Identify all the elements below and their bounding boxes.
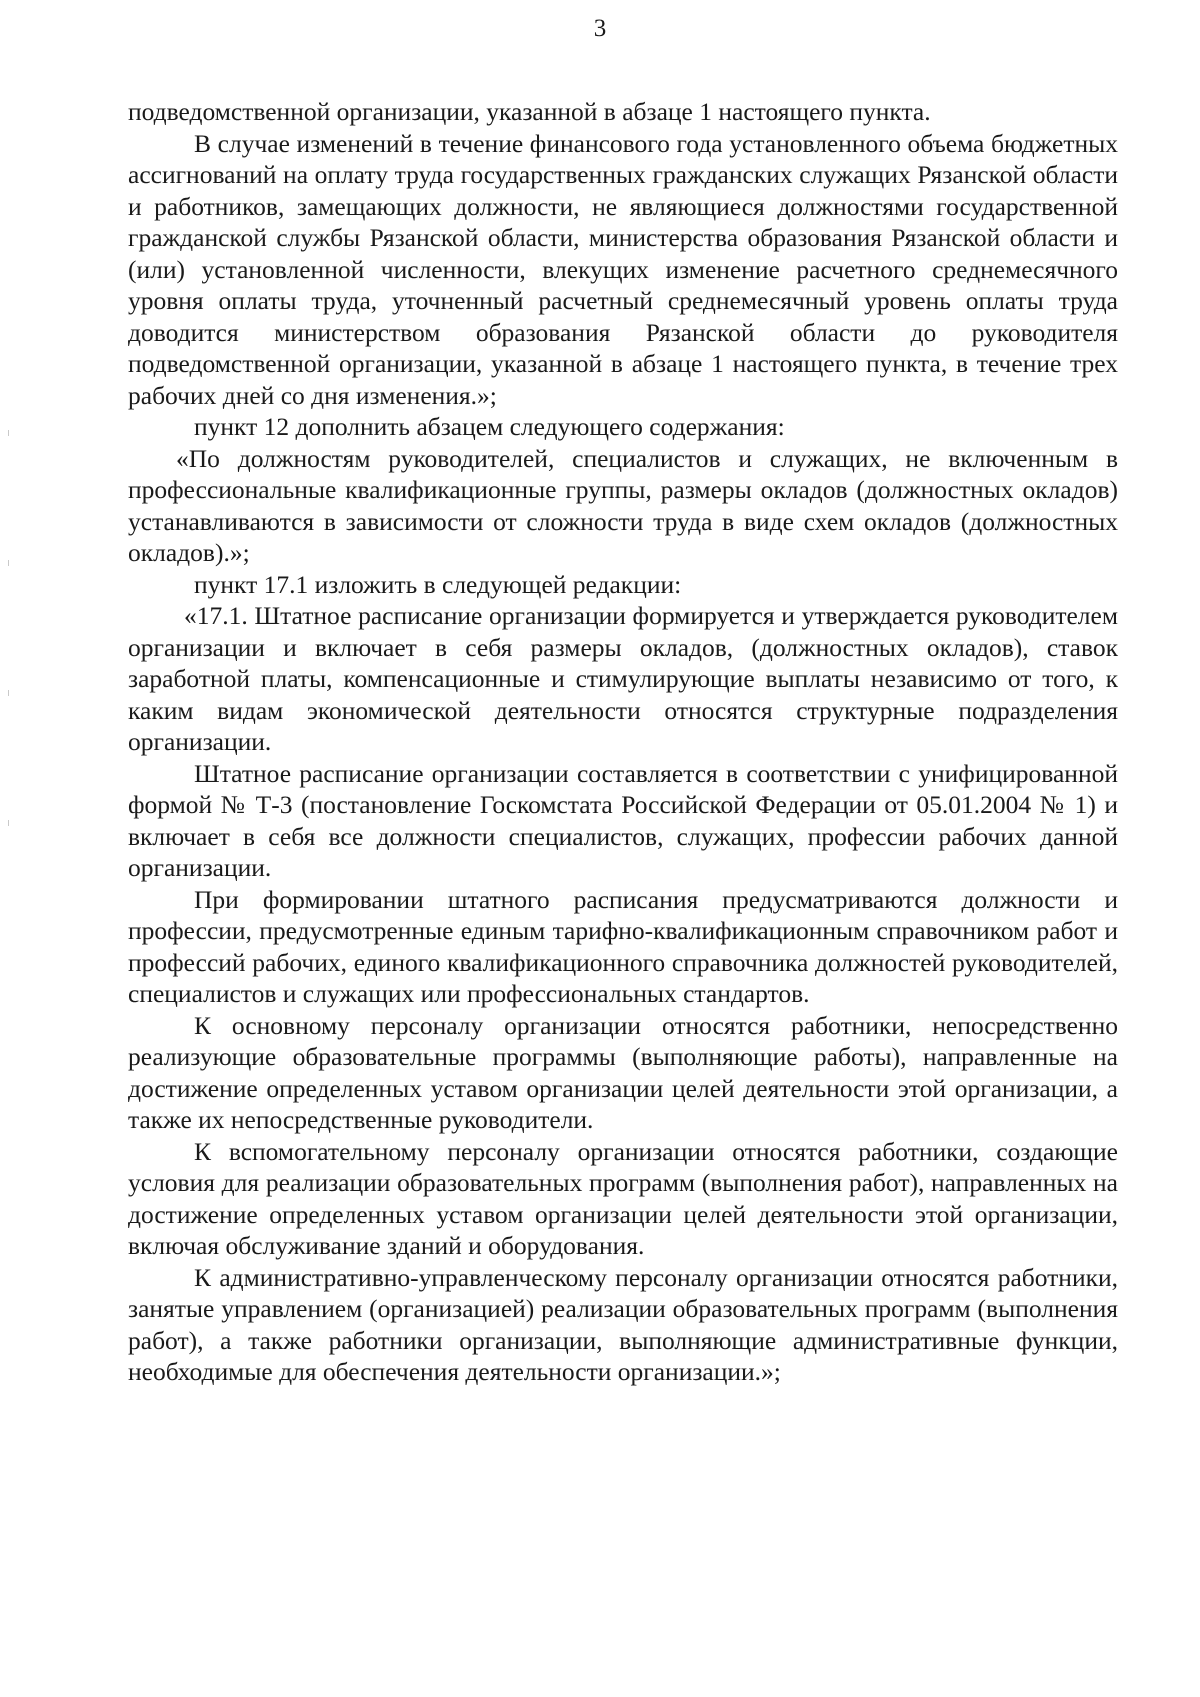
paragraph-main-staff: К основному персоналу организации относятся работники, непосредственно реализующие образовательные программы (выполняющие работы), направленные на достижение определенных уставом организации целей деятельности этой организации, а также их непосредственные руководители. bbox=[128, 1010, 1118, 1134]
paragraph-support-staff: К вспомогательному персоналу организации относятся работники, создающие условия для реализации образовательных программ (выполнения работ), направленных на достижение определенных уставом организации целей деятельности этой организации, включая обслуживание зданий и оборудования. bbox=[128, 1136, 1118, 1260]
scan-margin-mark bbox=[8, 820, 9, 826]
paragraph-item-17-1-text: «17.1. Штатное расписание организации формируется и утверждается руководителем организации и включает в себя размеры окладов, (должностных окладов), ставок заработной платы, компенсационные и стимулирующие выплаты независимо от того, к каким видам экономической деятельности относятся структурные подразделения организации. bbox=[128, 601, 1118, 756]
document-body bbox=[128, 96, 1118, 1388]
paragraph-item-12-text: «По должностям руководителей, специалистов и служащих, не включенным в профессиональные квалификационные группы, размеры окладов (должностных окладов) устанавливаются в зависимости от сложности труда в виде схем окладов (должностных окладов).»; bbox=[128, 443, 1118, 567]
scan-margin-mark bbox=[8, 430, 9, 436]
paragraph-item-17-1-intro: пункт 17.1 изложить в следующей редакции: bbox=[194, 569, 682, 599]
scan-margin-mark bbox=[8, 560, 9, 566]
page-number: 3 bbox=[593, 15, 607, 42]
paragraph-item-12-intro: пункт 12 дополнить абзацем следующего содержания: bbox=[194, 412, 785, 441]
paragraph-staff-positions: При формировании штатного расписания предусматриваются должности и профессии, предусмотренные единым тарифно-квалификационным справочником работ и профессий рабочих, единого квалификационного справочника должностей руководителей, специалистов и служащих или профессиональных стандартов. bbox=[128, 884, 1118, 1008]
scan-margin-mark bbox=[8, 690, 9, 696]
paragraph-admin-staff: К административно-управленческому персоналу организации относятся работники, занятые управлением (организацией) реализации образовательных программ (выполнения работ), а также работники организации, выполняющие административные функции, необходимые для обеспечения деятельности организации.»; bbox=[128, 1262, 1118, 1386]
paragraph-continuation: подведомственной организации, указанной в абзаце 1 настоящего пункта. bbox=[128, 97, 931, 126]
paragraph-staff-schedule: Штатное расписание организации составляется в соответствии с унифицированной формой № Т-3 (постановление Госкомстата Российской Федерации от 05.01.2004 № 1) и включает в себя все должности специалистов, служащих, профессии рабочих данной организации. bbox=[128, 758, 1118, 882]
paragraph-budget-change: В случае изменений в течение финансового года установленного объема бюджетных ассигнований на оплату труда государственных гражданских служащих Рязанской области и работников, замещающих должности, не являющиеся должностями государственной гражданской службы Рязанской области, министерства образования Рязанской области и (или) установленной численности, влекущих изменение расчетного среднемесячного уровня оплаты труда, уточненный расчетный среднемесячный уровень оплаты труда доводится министерством образования Рязанской области до руководителя подведомственной организации, указанной в абзаце 1 настоящего пункта, в течение трех рабочих дней со дня изменения.»; bbox=[128, 128, 1118, 410]
